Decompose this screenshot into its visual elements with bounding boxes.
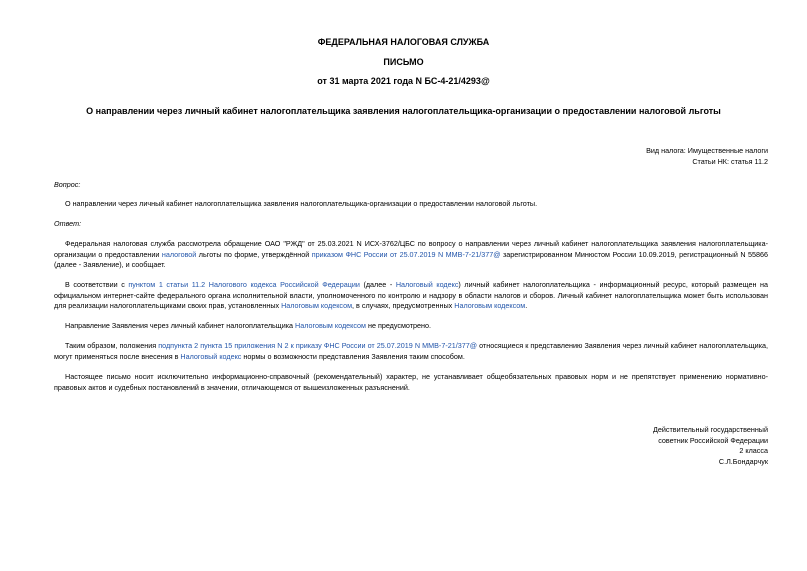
text: не предусмотрено.: [365, 321, 432, 330]
text: Направление Заявления через личный кабинет налогоплательщика: [65, 321, 296, 330]
link-tax-benefit[interactable]: налоговой: [161, 249, 197, 259]
document-meta: [646, 146, 768, 167]
paragraph-3: [54, 321, 768, 332]
link-tax-code[interactable]: Налоговый кодекс: [395, 280, 459, 289]
link-appendix-2[interactable]: подпункта 2 пункта 15 приложения N 2 к приказу ФНС России от 25.07.2019 N ММВ-7-21/377@: [158, 341, 477, 350]
text: зарегистрированном Минюстом России 10.09.2019, регистрационный N 55866 (далее - Заявление), и сообщает.: [54, 249, 768, 270]
text: относящиеся к представлению Заявления через личный кабинет налогоплательщика, могут применяться после внесения в: [54, 341, 768, 361]
document-date-number: от 31 марта 2021 года N БС-4-21/4293@: [317, 76, 490, 86]
agency-heading: ФЕДЕРАЛЬНАЯ НАЛОГОВАЯ СЛУЖБА: [317, 37, 490, 47]
text: нормы о возможности представления Заявления таким способом.: [241, 351, 465, 361]
answer-label: Ответ:: [54, 219, 82, 228]
document-type: ПИСЬМО: [383, 57, 424, 67]
text: ) личный кабинет налогоплательщика - информационный ресурс, который размещен на официальном интернет-сайте федерального органа исполнительной власти, уполномоченного по контролю и надзору в области налогов и сборов. Личный кабинет налогоплательщика может быть использован для реализации налогоплательщиками своих прав, установленных: [54, 280, 768, 311]
text: Федеральная налоговая служба рассмотрела обращение ОАО "РЖД" от 25.03.2021 N ИСХ-3762/ЦБС по вопросу о направлении через личный кабинет налогоплательщика заявления налогоплательщика-организации о предоставлении: [54, 239, 768, 259]
link-tax-code[interactable]: Налоговым кодексом: [295, 321, 366, 330]
tax-type: Вид налога: Имущественные налоги: [646, 146, 768, 155]
text: (далее -: [359, 280, 396, 289]
link-fns-order[interactable]: приказом ФНС России от 25.07.2019 N ММВ-7-21/377@: [311, 249, 501, 259]
paragraph-4: [54, 341, 768, 362]
text: Таким образом, положения: [65, 341, 159, 350]
link-tax-code[interactable]: Налоговым кодексом: [281, 301, 353, 311]
question-label: Вопрос:: [54, 180, 81, 189]
text: .: [525, 301, 528, 311]
paragraph-1: [54, 239, 768, 271]
link-article-11-2[interactable]: пунктом 1 статьи 11.2 Налогового кодекса Российской Федерации: [128, 280, 360, 289]
link-tax-code[interactable]: Налоговый кодекс: [180, 351, 242, 361]
link-tax-code[interactable]: Налоговым кодексом: [454, 301, 526, 311]
text: В соответствии с: [65, 280, 129, 289]
signatory-class: 2 класса: [739, 446, 768, 456]
paragraph-2: [54, 280, 768, 312]
text: , в случаях, предусмотренных: [352, 301, 455, 311]
nk-article: Статьи НК: статья 11.2: [692, 156, 768, 166]
document-title: О направлении через личный кабинет налогоплательщика заявления налогоплательщика-организации о предоставлении налоговой льготы: [86, 106, 721, 116]
text: льготы по форме, утверждённой: [196, 249, 312, 259]
paragraph-5: Настоящее письмо носит исключительно информационно-справочный (рекомендательный) характер, не устанавливает общеобязательных правовых норм и не препятствует применению нормативно-правовых актов и судебных постановлений в значении, отличающемся от вышеизложенных разъяснений.: [54, 372, 768, 392]
question-text: О направлении через личный кабинет налогоплательщика заявления налогоплательщика-организации о предоставлении налоговой льготы.: [65, 199, 538, 208]
signatory-rank-1: Действительный государственный: [653, 425, 768, 434]
signature-block: [653, 425, 768, 467]
signatory-rank-2: советник Российской Федерации: [658, 435, 768, 445]
signatory-name: С.Л.Бондарчук: [718, 456, 768, 466]
